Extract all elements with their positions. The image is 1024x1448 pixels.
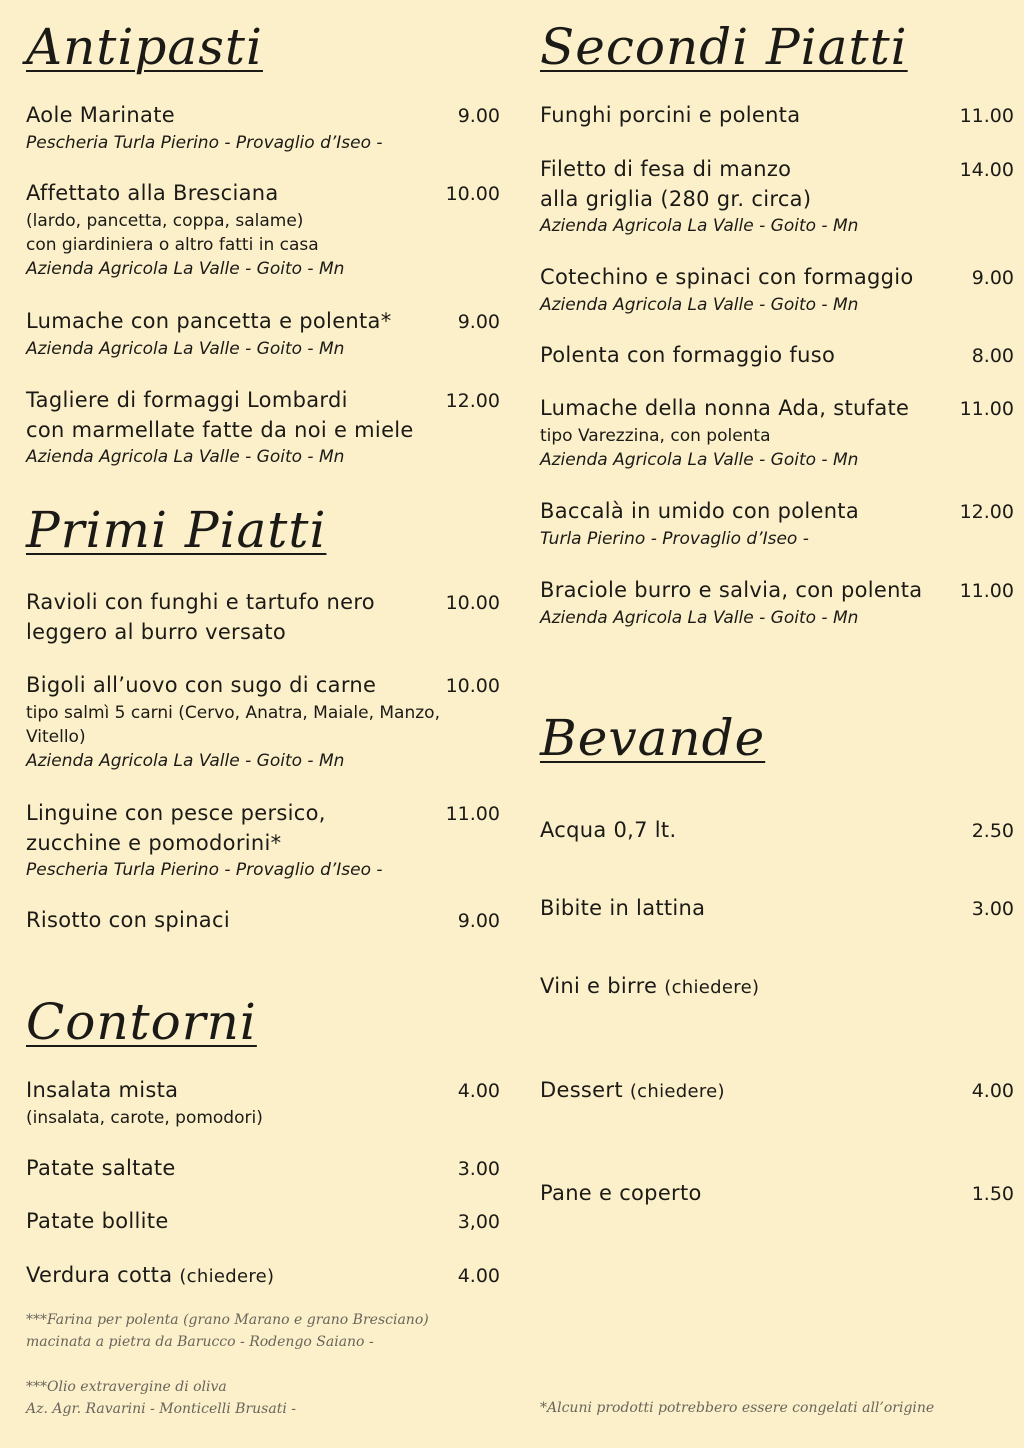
menu-item [540,263,1014,317]
menu-item [26,588,500,647]
item-name: Filetto di fesa di manzo [540,157,792,181]
contorni-title: Contorni [26,993,257,1051]
menu-item [540,394,1014,472]
item-description: (insalata, carote, pomodori) [26,1108,263,1128]
footnote-line: macinata a pietra da Barucco - Rodengo Saiano - [26,1334,374,1350]
menu-item [26,906,500,936]
item-name: Verdura cotta [26,1263,173,1287]
item-source: Azienda Agricola La Valle - Goito - Mn [26,339,345,359]
item-price: 12.00 [959,501,1014,523]
item-price: 9.00 [457,311,500,333]
item-note: (chiedere) [179,1266,275,1287]
item-name: Affettato alla Bresciana [26,181,279,205]
item-price: 9.00 [971,267,1014,289]
item-name: Aole Marinate [26,103,175,127]
secondi-title: Secondi Piatti [540,18,908,76]
item-source: Turla Pierino - Provaglio d’Iseo - [540,529,809,549]
item-name: Baccalà in umido con polenta [540,499,860,523]
menu-item [540,816,1014,846]
item-price: 8.00 [971,345,1014,367]
item-description: tipo Varezzina, con polenta [540,426,771,446]
item-source: Pescheria Turla Pierino - Provaglio d’Iseo - [26,133,383,153]
item-name: Patate bollite [26,1209,169,1233]
item-price: 4.00 [971,1080,1014,1102]
item-name: Tagliere di formaggi Lombardi [26,388,348,412]
item-note: (chiedere) [664,977,760,998]
item-price: 4.00 [457,1265,500,1287]
item-price: 3.00 [457,1158,500,1180]
item-price: 1.50 [971,1183,1014,1205]
item-source: Pescheria Turla Pierino - Provaglio d’Iseo - [26,860,383,880]
item-name: Patate saltate [26,1156,176,1180]
item-price: 11.00 [959,105,1014,127]
item-name: Dessert [540,1078,623,1102]
menu-item [26,101,500,155]
item-name-line2: alla griglia (280 gr. circa) [540,187,812,211]
item-name-line2: zucchine e pomodorini* [26,831,282,855]
item-name: Linguine con pesce persico, [26,801,326,825]
menu-item [26,1076,500,1130]
menu-item [540,341,1014,371]
footnote-line: ***Olio extravergine di oliva [26,1379,227,1395]
item-price: 12.00 [445,390,500,412]
footnote-line: ***Farina per polenta (grano Marano e grano Bresciano) [26,1312,429,1328]
item-price: 11.00 [959,580,1014,602]
menu-item [540,1179,1014,1209]
item-name: Funghi porcini e polenta [540,103,801,127]
item-price: 9.00 [457,910,500,932]
primi-title: Primi Piatti [26,501,327,559]
item-price: 9.00 [457,105,500,127]
item-name: Acqua 0,7 lt. [540,818,677,842]
item-description: (lardo, pancetta, coppa, salame) [26,211,304,231]
menu-item [540,1076,1014,1106]
menu-item [540,894,1014,924]
item-name: Risotto con spinaci [26,908,230,932]
item-price: 11.00 [445,803,500,825]
item-source: Azienda Agricola La Valle - Goito - Mn [26,259,345,279]
item-price: 3.00 [971,898,1014,920]
antipasti-title: Antipasti [26,18,263,76]
bevande-title: Bevande [540,709,766,767]
item-name: Braciole burro e salvia, con polenta [540,578,923,602]
menu-item [26,386,500,469]
menu-item [26,671,500,773]
item-source: Azienda Agricola La Valle - Goito - Mn [540,216,859,236]
item-price: 3,00 [457,1211,500,1233]
item-source: Azienda Agricola La Valle - Goito - Mn [540,450,859,470]
item-price: 11.00 [959,398,1014,420]
menu-item [540,972,1014,1002]
item-name-line2: leggero al burro versato [26,620,287,644]
menu-item [540,101,1014,131]
menu-item [540,576,1014,630]
item-name: Bibite in lattina [540,896,706,920]
item-name-line2: con marmellate fatte da noi e miele [26,418,414,442]
footnote-polenta [26,1309,429,1353]
item-description: tipo salmì 5 carni (Cervo, Anatra, Maiale, Manzo, [26,703,440,723]
footnote-congelati: *Alcuni prodotti potrebbero essere congelati all’origine [540,1400,935,1416]
item-name: Vini e birre [540,974,658,998]
menu-item [26,307,500,361]
item-price: 2.50 [971,820,1014,842]
item-source: Azienda Agricola La Valle - Goito - Mn [540,295,859,315]
item-price: 10.00 [445,592,500,614]
menu-item [26,1207,500,1237]
item-price: 10.00 [445,183,500,205]
item-name: Bigoli all’uovo con sugo di carne [26,673,377,697]
item-description: con giardiniera o altro fatti in casa [26,235,319,255]
menu-item [26,1154,500,1184]
item-name: Pane e coperto [540,1181,702,1205]
item-name: Lumache con pancetta e polenta* [26,309,392,333]
item-source: Azienda Agricola La Valle - Goito - Mn [26,751,345,771]
item-note: (chiedere) [629,1081,725,1102]
footnote-line: Az. Agr. Ravarini - Monticelli Brusati - [26,1401,296,1417]
item-description: Vitello) [26,727,86,747]
item-name: Polenta con formaggio fuso [540,343,836,367]
item-source: Azienda Agricola La Valle - Goito - Mn [540,608,859,628]
item-name: Lumache della nonna Ada, stufate [540,396,910,420]
item-price: 4.00 [457,1080,500,1102]
menu-item [26,179,500,281]
item-price: 10.00 [445,675,500,697]
menu-item [26,1261,500,1291]
item-name: Insalata mista [26,1078,179,1102]
item-name: Cotechino e spinaci con formaggio [540,265,914,289]
menu-item [540,497,1014,551]
item-name: Ravioli con funghi e tartufo nero [26,590,375,614]
item-price: 14.00 [959,159,1014,181]
footnote-olio [26,1376,296,1420]
menu-item [540,155,1014,238]
item-source: Azienda Agricola La Valle - Goito - Mn [26,447,345,467]
menu-item [26,799,500,882]
